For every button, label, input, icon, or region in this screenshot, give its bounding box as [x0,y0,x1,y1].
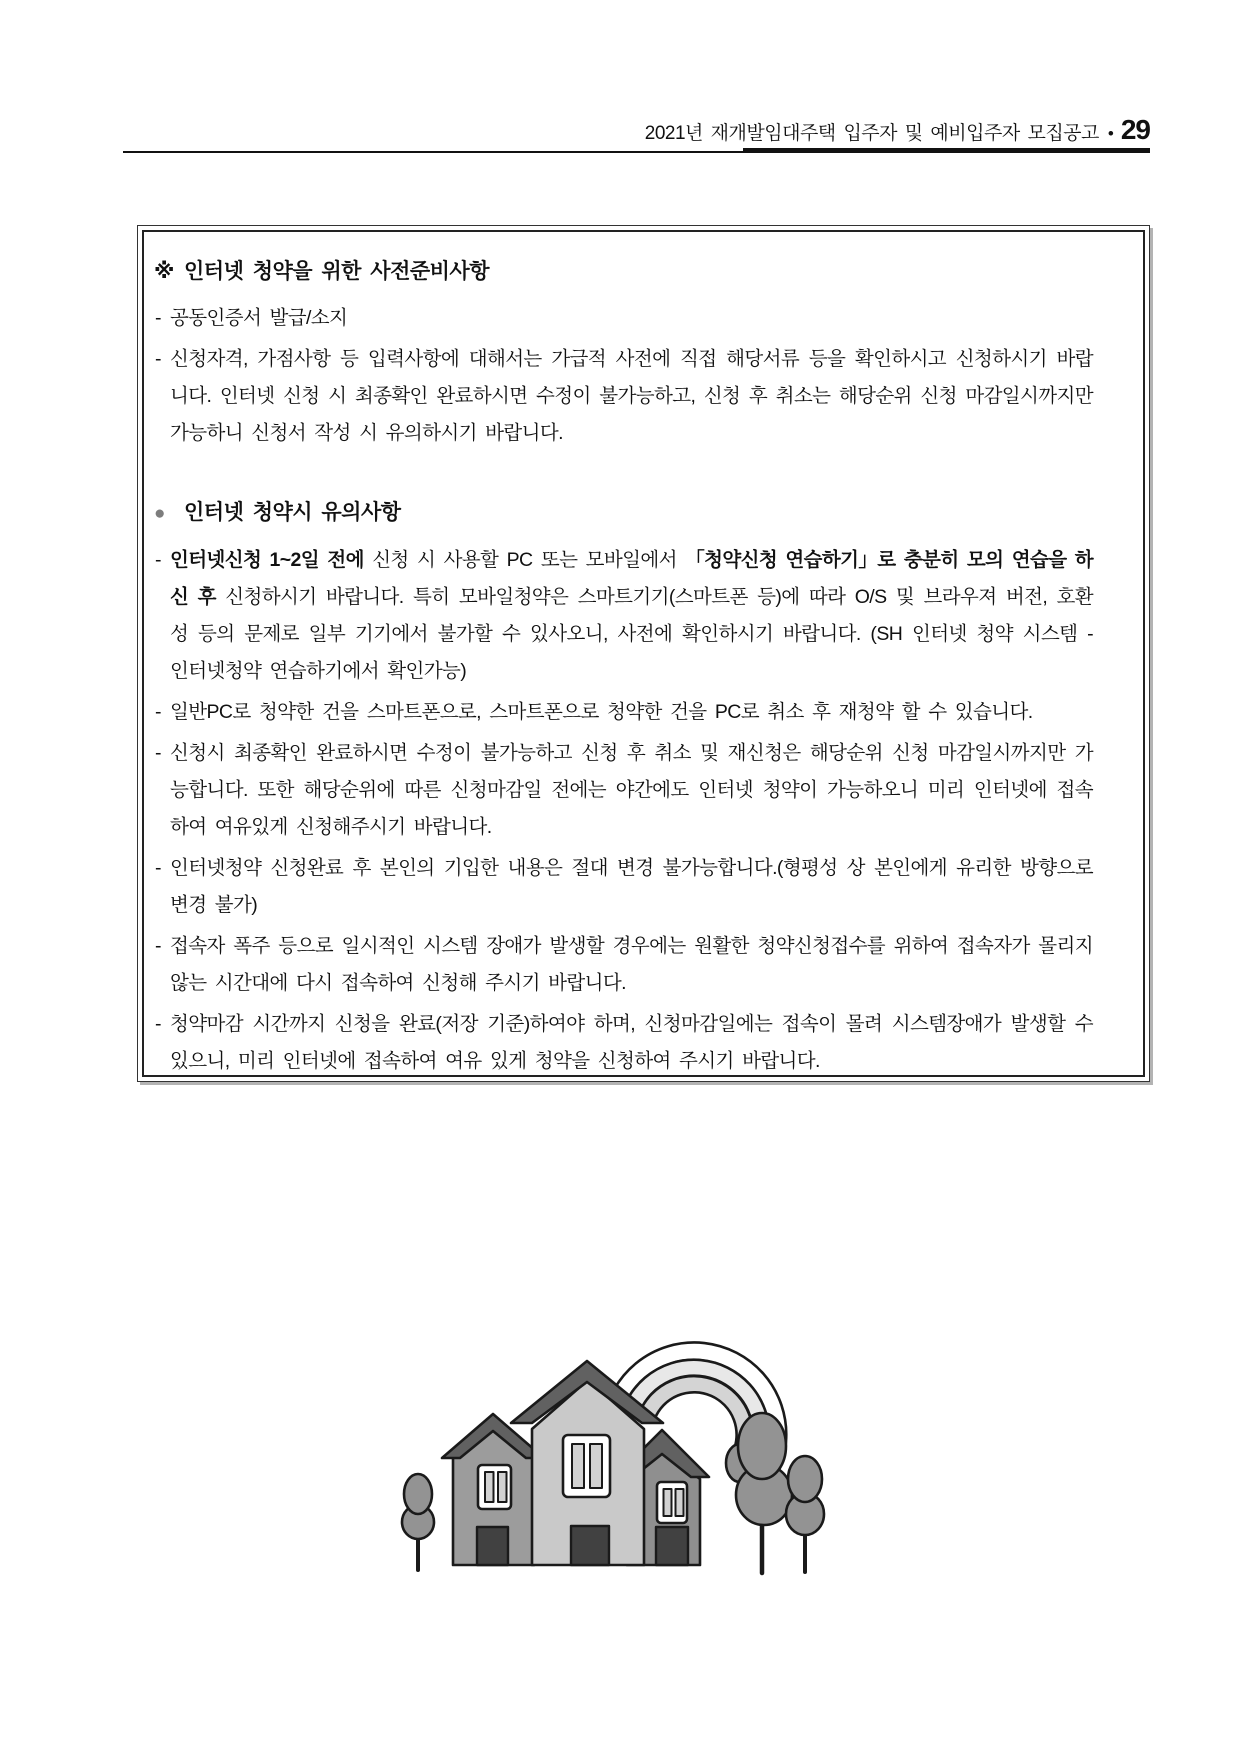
list-item [154,341,1093,452]
list-item-text: 접속자 폭주 등으로 일시적인 시스템 장애가 발생할 경우에는 원활한 청약신청접수를 위하여 접속자가 몰리지 않는 시간대에 다시 접속하여 신청해 주시기 바랍니다. [170,935,1093,994]
dash-bullet: - [155,742,161,764]
list-item-text: 청약마감 시간까지 신청을 완료(저장 기준)하여야 하며, 신청마감일에는 접속이 몰려 시스템장애가 발생할 수 있으니, 미리 인터넷에 접속하여 여유 있게 청약을 신청하여 주시기 바랍니다. [170,1013,1093,1072]
section-prep-items [154,300,1093,452]
list-item-text: 인터넷청약 신청완료 후 본인의 기입한 내용은 절대 변경 불가능합니다.(형평성 상 본인에게 유리한 방향으로 변경 불가) [170,857,1093,916]
dash-bullet: - [155,701,161,723]
tree-foliage [404,1474,432,1514]
list-item [154,694,1093,731]
dash-bullet: - [155,1013,161,1035]
window-pane [485,1472,494,1502]
dash-bullet: - [155,307,161,329]
section-prep-title-text: 인터넷 청약을 위한 사전준비사항 [184,260,490,283]
dash-bullet: - [155,549,161,571]
page-header [123,114,1150,146]
door [477,1527,508,1565]
list-item [154,850,1093,924]
notice-box-inner [142,230,1145,1077]
page-number: 29 [1120,114,1150,145]
section-caution-items [154,542,1093,1077]
list-item [154,735,1093,846]
list-item-text: 공동인증서 발급/소지 [170,307,348,329]
door [656,1527,688,1565]
asterisk-marker-icon: ※ [154,260,174,283]
section-caution-title [154,496,1093,531]
list-item-text: 신청자격, 가점사항 등 입력사항에 대해서는 가급적 사전에 직접 해당서류 등을 확인하시고 신청하시기 바랍니다. 인터넷 신청 시 최종확인 완료하시면 수정이 불가능하고, 신청 후 취소는 해당순위 신청 마감일시까지만 가능하니 신청서 작성 시 유의하시기 바랍니다. [170,348,1093,444]
list-item [154,542,1093,690]
window-pane [498,1472,507,1502]
tree-small-right-icon [786,1456,824,1572]
window-pane [676,1489,684,1516]
list-item [154,300,1093,337]
tree-left-icon [402,1474,434,1570]
door [571,1526,609,1565]
header-separator: • [1107,124,1114,143]
dash-bullet: - [155,857,161,879]
notice-box [137,225,1150,1082]
houses-rainbow-illustration [398,1330,834,1578]
circle-bullet-icon: ● [154,503,165,524]
window-pane [572,1444,584,1488]
header-rule-thick [743,148,1150,153]
window-pane [664,1489,672,1516]
section-prep-title [154,255,1093,289]
dash-bullet: - [155,935,161,957]
tree-foliage [738,1413,786,1479]
tree-foliage [788,1456,822,1502]
dash-bullet: - [155,348,161,370]
header-title: 2021년 재개발임대주택 입주자 및 예비입주자 모집공고 [644,123,1099,144]
section-caution-title-text: 인터넷 청약시 유의사항 [184,501,401,524]
list-item [154,1006,1093,1077]
header-rule-thin [123,151,743,153]
list-item-text: 인터넷신청 1~2일 전에 신청 시 사용할 PC 또는 모바일에서 「청약신청 연습하기」로 충분히 모의 연습을 하신 후 신청하시기 바랍니다. 특히 모바일청약은 스마트기기(스마트폰 등)에 따라 O/S 및 브라우져 버전, 호환성 등의 문제로 일부 기기에서 불가할 수 있사오니, 사전에 확인하시기 바랍니다. (SH 인터넷 청약 시스템 - 인터넷청약 연습하기에서 확인가능) [170,549,1094,682]
window-pane [590,1444,602,1488]
list-item-text: 신청시 최종확인 완료하시면 수정이 불가능하고 신청 후 취소 및 재신청은 해당순위 신청 마감일시까지만 가능합니다. 또한 해당순위에 따른 신청마감일 전에는 야간에도 인터넷 청약이 가능하오니 미리 인터넷에 접속하여 여유있게 신청해주시기 바랍니다. [170,742,1093,838]
house-left-icon [442,1414,544,1565]
list-item [154,928,1093,1002]
list-item-text: 일반PC로 청약한 건을 스마트폰으로, 스마트폰으로 청약한 건을 PC로 취소 후 재청약 할 수 있습니다. [170,701,1033,723]
